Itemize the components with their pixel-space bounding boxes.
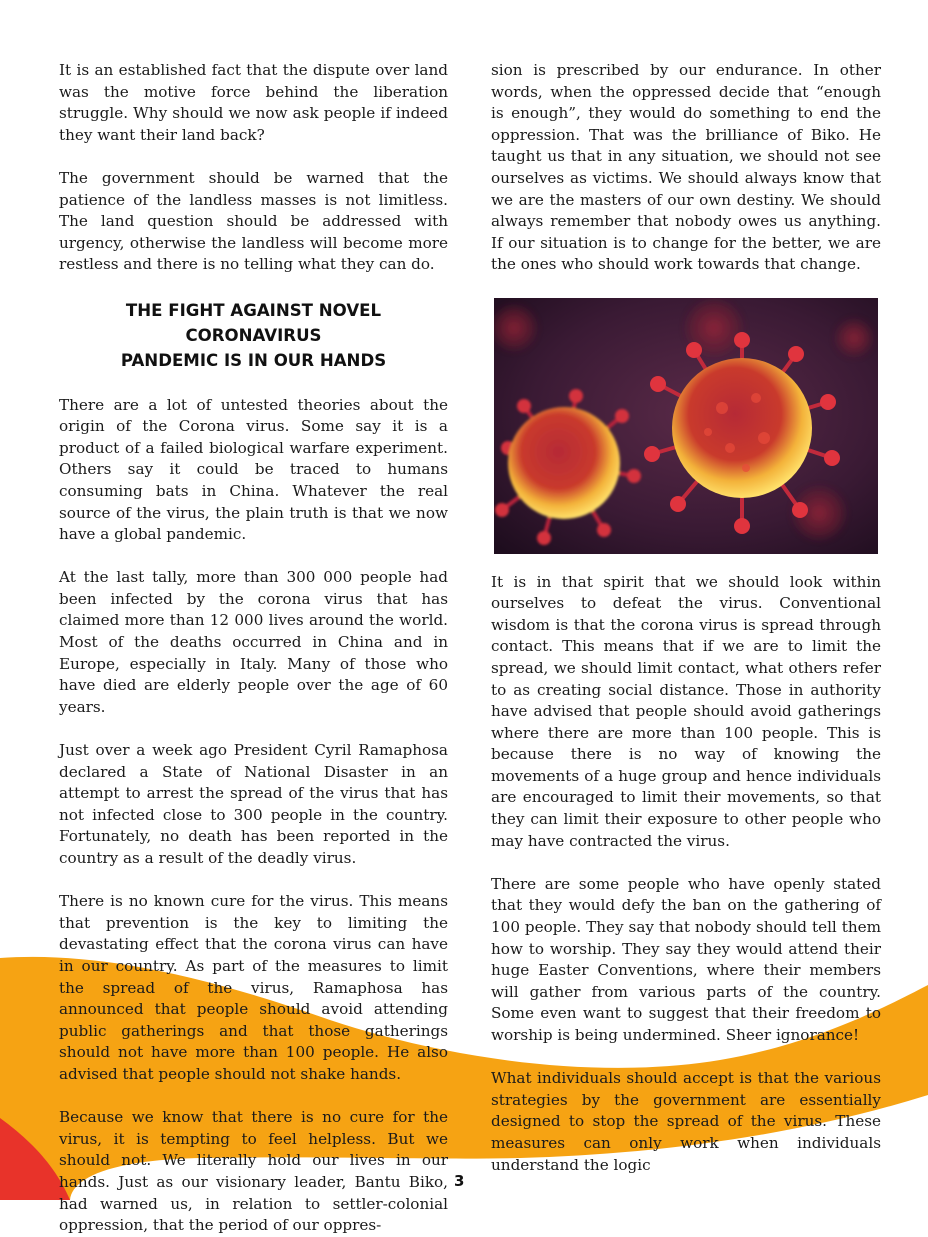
- paragraph: What individuals should accept is that the various strategies by the government are essentially designed to stop the spread of the virus. These measures can only work when individuals understand the logic: [491, 1069, 881, 1174]
- paragraph: The government should be warned that the patience of the landless masses is not limitless. The land question should be addressed with urgency, otherwise the landless will become more restless and there is no telling what they can do.: [59, 168, 448, 274]
- article-heading: [59, 298, 448, 373]
- page-number: 3: [454, 1172, 465, 1190]
- paragraph: It is in that spirit that we should look within ourselves to defeat the virus. Conventional wisdom is that the corona virus is spread through contact. This means that if we are to limit the spread, we should limit contact, what others refer to as creating social distance. Those in authority have advised that people should avoid gatherings where there are more than 100 people. This is because there is no way of knowing the movements of a huge group and hence individuals are encouraged to limit their movements, so that they can limit their exposure to other people who may have contracted the virus.: [491, 572, 881, 850]
- left-column: [59, 60, 448, 1237]
- article-heading-line: THE FIGHT AGAINST NOVEL CORONAVIRUS: [125, 300, 382, 345]
- paragraph: There is no known cure for the virus. This means that prevention is the key to limiting the devastating effect that the corona virus can have in our country. As part of the measures to limit the spread of the virus, Ramaphosa has announced that people should avoid attending public gatherings and that those gatherings should not have more than 100 people. He also advised that people should not shake hands.: [59, 892, 448, 1083]
- paragraph: It is an established fact that the dispute over land was the motive force behind the liberation struggle. Why should we now ask people if indeed they want their land back?: [59, 61, 448, 144]
- coronavirus-illustration-icon: [494, 298, 878, 554]
- paragraph: There are some people who have openly stated that they would defy the ban on the gathering of 100 people. They say that nobody should tell them how to worship. They say they would attend their huge Easter Conventions, where their members will gather from various parts of the country. Some even want to suggest that their freedom to worship is being undermined. Sheer ignorance!: [491, 874, 881, 1044]
- paragraph: sion is prescribed by our endurance. In other words, when the oppressed decide that “enough is enough”, they would do something to end the oppression. That was the brilliance of Biko. He taught us that in any situation, we should not see ourselves as victims. We should always know that we are the masters of our own destiny. We should always remember that nobody owes us anything. If our situation is to change for the better, we are the ones who should work towards that change.: [491, 61, 881, 274]
- paragraph: At the last tally, more than 300 000 people had been infected by the corona virus that has claimed more than 12 000 lives around the world. Most of the deaths occurred in China and in Europe, especially in Italy. Many of those who have died are elderly people over the age of 60 years.: [59, 568, 448, 716]
- paragraph: Just over a week ago President Cyril Ramaphosa declared a State of National Disaster in an attempt to arrest the spread of the virus that has not infected close to 300 people in the country. Fortunately, no death has been reported in the country as a result of the deadly virus.: [59, 741, 448, 867]
- article-heading-line: PANDEMIC IS IN OUR HANDS: [120, 350, 387, 370]
- paragraph: Because we know that there is no cure for the virus, it is tempting to feel helpless. But we should not. We literally hold our lives in our hands. Just as our visionary leader, Bantu Biko, had warned us, in relation to settler-colonial oppression, that the period of our oppres-: [59, 1108, 448, 1235]
- right-column: [491, 60, 881, 1176]
- paragraph: There are a lot of untested theories about the origin of the Corona virus. Some say it is a product of a failed biological warfare experiment. Others say it could be traced to humans consuming bats in China. Whatever the real source of the virus, the plain truth is that we now have a global pandemic.: [59, 395, 448, 544]
